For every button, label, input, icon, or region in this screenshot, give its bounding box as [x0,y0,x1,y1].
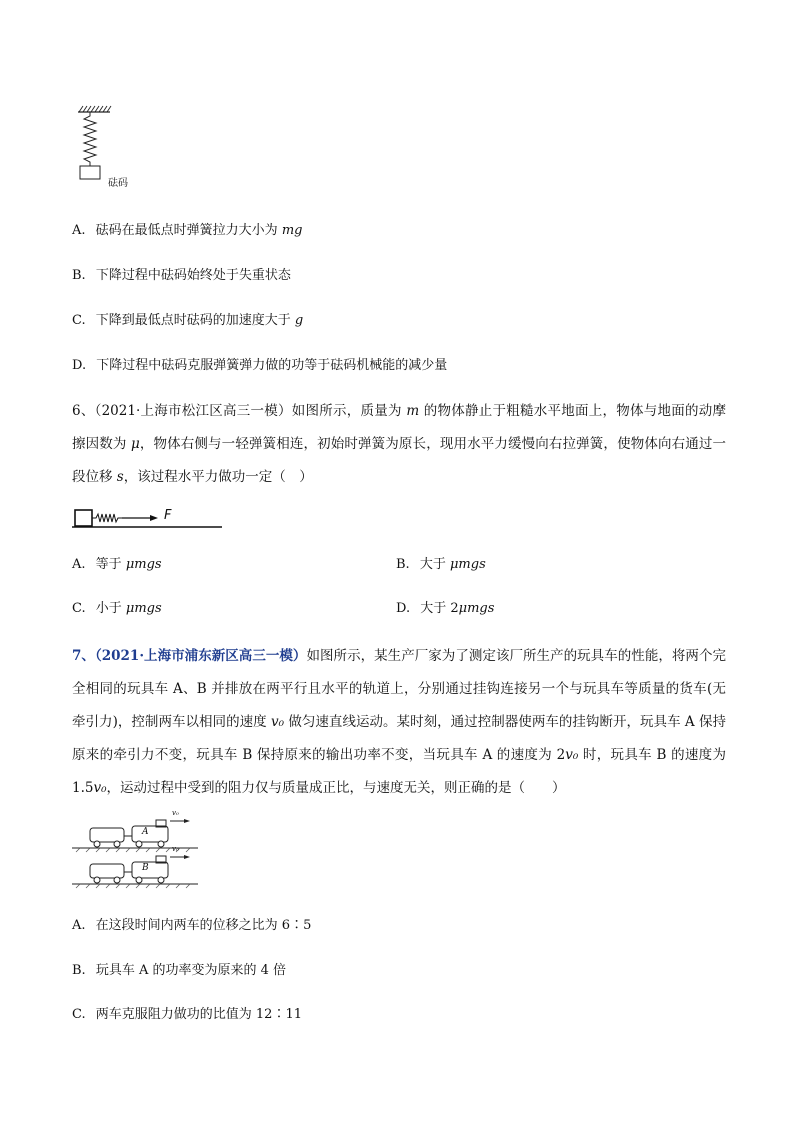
spring-mass-diagram [70,100,140,192]
q5-option-d[interactable]: D. 下降过程中砝码克服弹簧弹力做的功等于砝码机械能的减少量 [72,358,448,373]
car-a-label: A [142,827,149,837]
weight-label: 砝码 [108,178,128,189]
q7-option-b[interactable]: B. 玩具车 A 的功率变为原来的 4 倍 [72,963,287,978]
q5-option-c[interactable]: C. 下降到最低点时砝码的加速度大于 g [72,313,304,328]
q6-stem: 6、（2021·上海市松江区高三一模）如图所示，质量为 m 的物体静止于粗糙水平地面上，物体与地面的动摩擦因数为 μ，物体右侧与一轻弹簧相连，初始时弹簧为原长，现用水平力缓慢向右拉弹簧，使物体向右通过一段位移 s，该过程水平力做功一定（ ） [72,403,727,485]
q7-source: （2021·上海市浦东新区高三一模） [94,648,307,664]
q5-option-b[interactable]: B. 下降过程中砝码始终处于失重状态 [72,268,291,283]
q6-option-d[interactable]: D. 大于 2μmgs [396,601,495,616]
q7-option-c[interactable]: C. 两车克服阻力做功的比值为 12∶11 [72,1007,302,1022]
q6-figure [72,506,224,530]
q7-number: 7、 [72,648,95,664]
q6-option-a[interactable]: A. 等于 μmgs [72,557,162,572]
force-label: F [164,508,172,523]
q5-option-a[interactable]: A. 砝码在最低点时弹簧拉力大小为 mg [72,223,303,238]
block-spring-diagram [72,506,224,530]
q6-source: （2021·上海市松江区高三一模） [94,403,292,419]
q6-option-c[interactable]: C. 小于 μmgs [72,601,162,616]
q6-number: 6、 [72,403,95,419]
q7-option-a[interactable]: A. 在这段时间内两车的位移之比为 6∶5 [72,918,312,933]
car-b-label: B [142,863,149,873]
spring-figure [70,100,140,192]
toy-cars-diagram [72,812,202,892]
q6-option-b[interactable]: B. 大于 μmgs [396,557,486,572]
q7-stem: 7、（2021·上海市浦东新区高三一模）如图所示，某生产厂家为了测定该厂所生产的玩具车的性能，将两个完全相同的玩具车 A、B 并排放在两平行且水平的轨道上，分别通过挂钩连接另一个与玩具车等质量的货车(无牵引力)，控制两车以相同的速度 v₀ 做匀速直线运动。某时刻，通过控制器使两车的挂钩断开，玩具车 A 保持原来的牵引力不变，玩具车 B 保持原来的输出功率不变，当玩具车 A 的速度为 2v₀ 时，玩具车 B 的速度为 1.5v₀，运动过程中受到的阻力仅与质量成正比，与速度无关，则正确的是（ ） [72,648,727,796]
velocity-label-b: v₀ [172,845,179,853]
velocity-label-a: v₀ [172,809,179,817]
q7-figure [72,809,202,892]
